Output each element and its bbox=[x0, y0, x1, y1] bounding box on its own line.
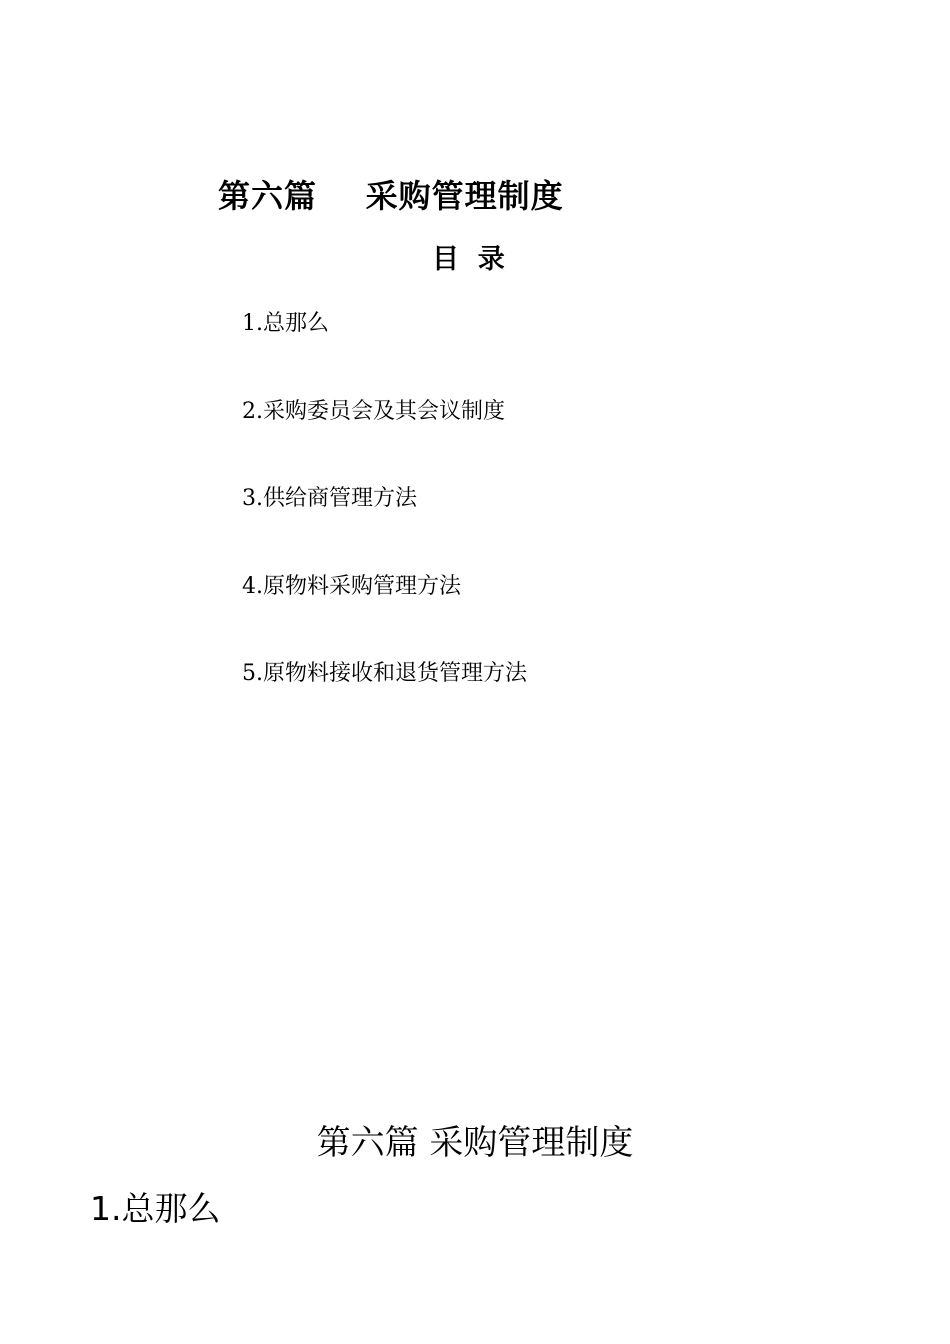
table-of-contents bbox=[242, 305, 527, 743]
toc-item-5: 5.原物料接收和退货管理方法 bbox=[242, 661, 527, 686]
page-title: 第六篇 采购管理制度 bbox=[218, 177, 564, 215]
toc-item-4: 4.原物料采购管理方法 bbox=[242, 573, 461, 599]
toc-item-3: 3.供给商管理方法 bbox=[242, 486, 417, 511]
toc-heading: 目 录 bbox=[432, 244, 505, 275]
toc-item-1: 1.总那么 bbox=[242, 311, 329, 336]
section-title: 第六篇 采购管理制度 bbox=[316, 1123, 634, 1163]
toc-item-2: 2.采购委员会及其会议制度 bbox=[242, 398, 505, 424]
subsection-title: 1.总那么 bbox=[90, 1189, 221, 1228]
